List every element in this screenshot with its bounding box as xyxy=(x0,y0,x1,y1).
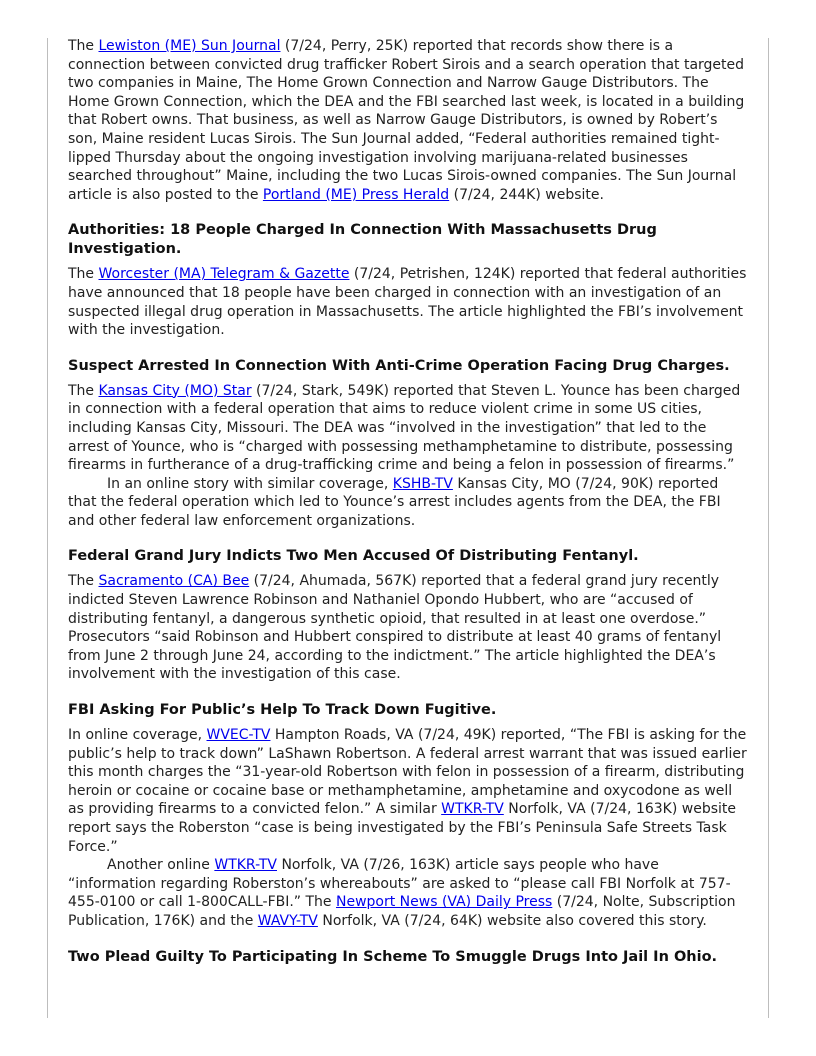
body-text: The xyxy=(68,573,99,590)
headline-kansas-city-arrest: Suspect Arrested In Connection With Anti-Crime Operation Facing Drug Charges. xyxy=(68,357,730,374)
body-text: Hampton Roads, VA (7/24, 49K) reported, “The FBI is asking for the public’s help to track down” LaShawn Robertson. A federal arrest warrant that was issued earlier this month charges the “31-year-old Robertson with felon in possession of a firearm, distributing heroin or cocaine or cocaine base or methamphetamine, amphetamine and oxycodone as well as providing firearms to a convicted felon.” A similar xyxy=(68,727,747,818)
story-paragraph-kshb xyxy=(68,475,750,531)
source-link-portland-press-herald[interactable]: Portland (ME) Press Herald xyxy=(262,186,450,203)
source-link-kshb-tv[interactable]: KSHB-TV xyxy=(392,475,453,492)
headline-fbi-fugitive: FBI Asking For Public’s Help To Track Down Fugitive. xyxy=(68,702,497,719)
source-link-wvec-tv[interactable]: WVEC-TV xyxy=(206,727,271,744)
headline-ohio-jail-smuggling: Two Plead Guilty To Participating In Scheme To Smuggle Drugs Into Jail In Ohio. xyxy=(68,948,718,965)
body-text: (7/24, Ahumada, 567K) reported that a federal grand jury recently indicted Steven Lawrence Robinson and Nathaniel Opondo Hubbert, who are “accused of distributing fentanyl, a dangerous synthetic opioid, that resulted in at least one overdose.” Prosecutors “said Robinson and Hubbert conspired to distribute at least 40 grams of fentanyl from June 2 through June 24, according to the indictment.” The article highlighted the DEA’s involvement with the investigation of this case. xyxy=(68,573,722,683)
source-link-newport-news-daily-press[interactable]: Newport News (VA) Daily Press xyxy=(336,894,553,911)
story-paragraph-fentanyl xyxy=(68,572,750,684)
right-margin-rule xyxy=(768,38,769,1018)
headline-massachusetts-investigation: Authorities: 18 People Charged In Connection With Massachusetts Drug Investigation. xyxy=(68,222,657,258)
body-text: Kansas City, MO (7/24, 90K) reported that the federal operation which led to Younce’s arrest includes agents from the DEA, the FBI and other federal law enforcement organizations. xyxy=(68,475,721,529)
source-link-sacramento-bee[interactable]: Sacramento (CA) Bee xyxy=(98,573,250,590)
body-text: (7/24, Stark, 549K) reported that Steven L. Younce has been charged in connection with a federal operation that aims to reduce violent crime in some US cities, including Kansas City, Missouri. The DEA was “involved in the investigation” that led to the arrest of Younce, who is “charged with possessing methamphetamine to distribute, possessing firearms in furtherance of a drug-trafficking crime and being a felon in possession of firearms.” xyxy=(68,382,741,474)
body-text: In online coverage, xyxy=(68,727,207,744)
body-text: (7/24, Petrishen, 124K) reported that federal authorities have announced that 18 people have been charged in connection with an investigation of an suspected illegal drug operation in Massachusetts. The article highlighted the FBI’s involvement with the investigation. xyxy=(68,266,747,339)
source-link-lewiston-sun-journal[interactable]: Lewiston (ME) Sun Journal xyxy=(98,38,281,54)
story-paragraph-fugitive xyxy=(68,726,750,856)
story-paragraph-sirois xyxy=(68,37,750,204)
body-text: The xyxy=(68,38,99,54)
story-paragraph-fugitive-followup xyxy=(68,856,750,930)
body-text: (7/24, 244K) website. xyxy=(449,186,604,203)
body-text: In an online story with similar coverage, xyxy=(107,475,393,492)
source-link-wavy-tv[interactable]: WAVY-TV xyxy=(257,912,318,929)
source-link-worcester-telegram[interactable]: Worcester (MA) Telegram & Gazette xyxy=(98,266,350,283)
headline-fentanyl-indictment: Federal Grand Jury Indicts Two Men Accused Of Distributing Fentanyl. xyxy=(68,548,639,565)
body-text: The xyxy=(68,382,99,399)
body-text: (7/24, Nolte, Subscription Publication, 176K) and the xyxy=(68,894,736,929)
body-text: Another online xyxy=(107,857,215,874)
body-text: Norfolk, VA (7/24, 64K) website also covered this story. xyxy=(317,912,707,929)
left-margin-rule xyxy=(47,38,48,1018)
source-link-wtkr-tv-2[interactable]: WTKR-TV xyxy=(214,857,277,874)
body-text: Norfolk, VA (7/26, 163K) article says people who have “information regarding Roberston’s whereabouts” are asked to “please call FBI Norfolk at 757-455-0100 or call 1-800CALL-FBI.” The xyxy=(68,857,731,911)
body-text: Norfolk, VA (7/24, 163K) website report says the Roberston “case is being investigated by the FBI’s Peninsula Safe Streets Task Force.” xyxy=(68,801,736,855)
story-paragraph-kansas-city xyxy=(68,382,750,475)
body-text: (7/24, Perry, 25K) reported that records show there is a connection between convicted drug trafficker Robert Sirois and a search operation that targeted two companies in Maine, The Home Grown Connection and Narrow Gauge Distributors. The Home Grown Connection, which the DEA and the FBI searched last week, is located in a building that Robert owns. That business, as well as Narrow Gauge Distributors, is owned by Robert’s son, Maine resident Lucas Sirois. The Sun Journal added, “Federal authorities remained tight-lipped Thursday about the ongoing investigation involving marijuana-related businesses searched throughout” Maine, including the two Lucas Sirois-owned companies. The Sun Journal article is also posted to the xyxy=(68,38,745,203)
source-link-kansas-city-star[interactable]: Kansas City (MO) Star xyxy=(98,382,252,399)
story-paragraph-massachusetts xyxy=(68,265,750,339)
news-content xyxy=(68,37,750,973)
source-link-wtkr-tv[interactable]: WTKR-TV xyxy=(441,801,504,818)
body-text: The xyxy=(68,266,99,283)
